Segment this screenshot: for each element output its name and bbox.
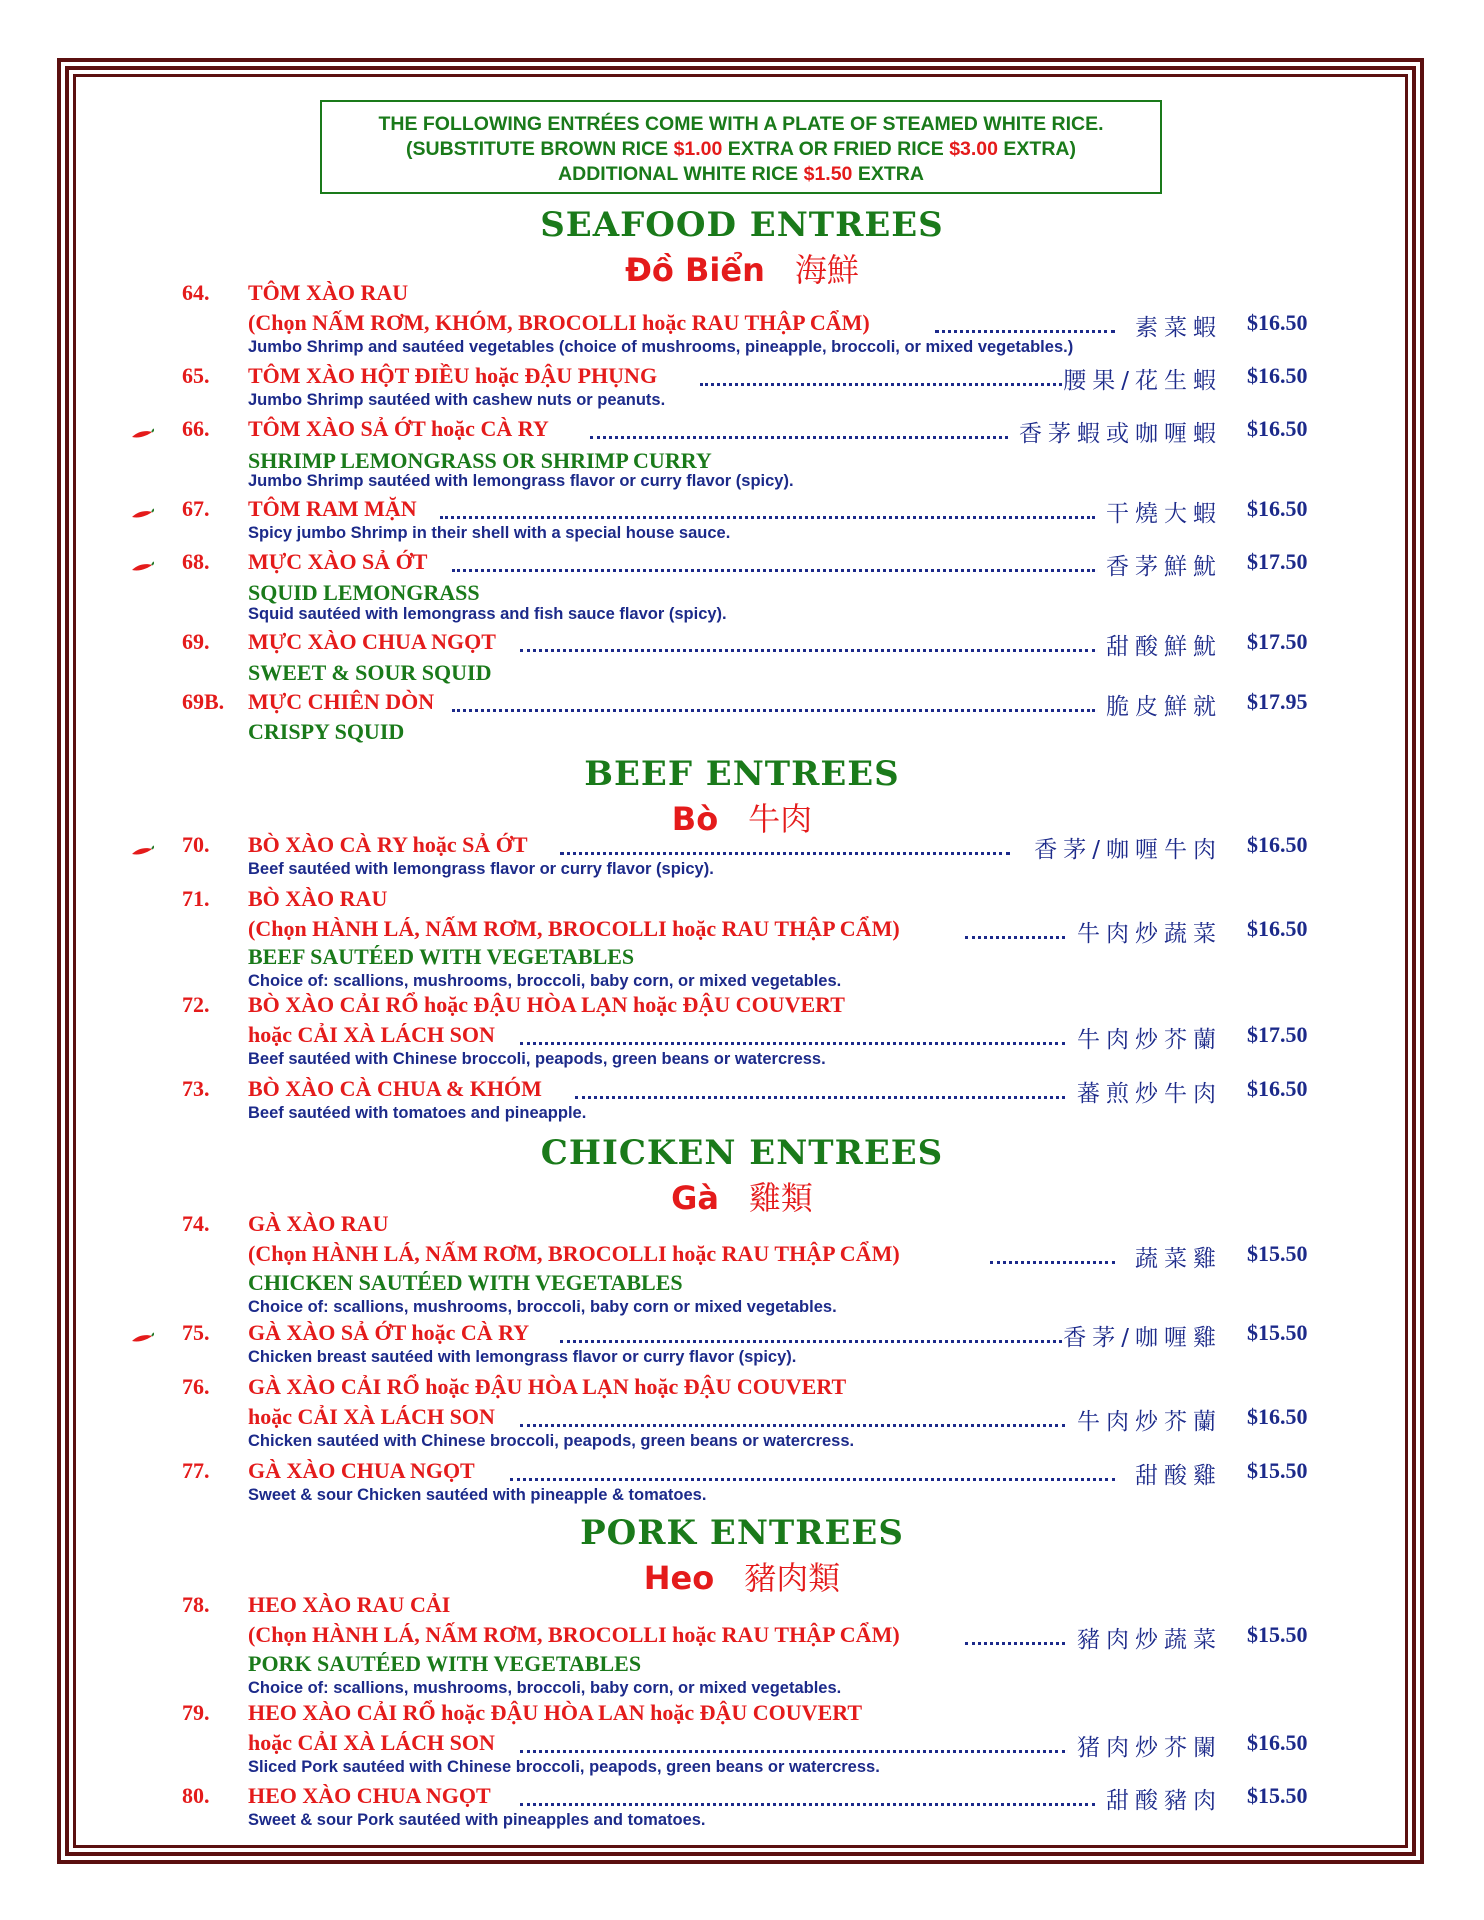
- item-chinese-name: 干燒大蝦: [1106, 501, 1222, 527]
- item-viet-name: HEO XÀO CẢI RỔ hoặc ĐẬU HÒA LAN hoặc ĐẬU COUVERT: [248, 1700, 863, 1725]
- item-chinese-name: 香茅/咖喱雞: [1063, 1325, 1222, 1351]
- pork-title: PORK ENTREES: [580, 1513, 904, 1553]
- spicy-pepper-icon: [130, 1331, 154, 1345]
- item-viet-name: TÔM XÀO RAU: [248, 280, 409, 305]
- dot-leader: [520, 1746, 1065, 1753]
- beef-subtitle: [0, 794, 1484, 840]
- item-description: Choice of: scallions, mushrooms, broccoli, baby corn, or mixed vegetables.: [248, 972, 842, 990]
- pork-viet: Heo: [643, 1559, 715, 1597]
- seafood-title: SEAFOOD ENTREES: [540, 205, 944, 245]
- item-price: $15.50: [1247, 1241, 1308, 1266]
- item-price: $17.95: [1247, 689, 1308, 714]
- item-chinese-name: 蕃煎炒牛肉: [1077, 1081, 1222, 1107]
- item-description: Chicken breast sautéed with lemongrass flavor or curry flavor (spicy).: [248, 1348, 797, 1366]
- item-price: $16.50: [1247, 496, 1308, 521]
- seafood-viet: Đồ Biển: [625, 251, 765, 289]
- item-description: Beef sautéed with Chinese broccoli, peapods, green beans or watercress.: [248, 1050, 826, 1068]
- item-viet-options: hoặc CẢI XÀ LÁCH SON: [248, 1404, 495, 1429]
- dot-leader: [700, 379, 1062, 386]
- dot-leader: [560, 848, 1010, 855]
- notice-text: (SUBSTITUTE BROWN RICE: [406, 138, 674, 160]
- item-price: $16.50: [1247, 916, 1308, 941]
- item-viet-options: (Chọn HÀNH LÁ, NẤM RƠM, BROCOLLI hoặc RAU THẬP CẨM): [248, 1622, 900, 1647]
- item-chinese-name: 蔬菜雞: [1135, 1246, 1222, 1272]
- item-price: $16.50: [1247, 832, 1308, 857]
- item-price: $16.50: [1247, 1076, 1308, 1101]
- item-price: $15.50: [1247, 1783, 1308, 1808]
- item-english-name: CRISPY SQUID: [248, 719, 405, 744]
- dot-leader: [935, 326, 1115, 333]
- item-price: $17.50: [1247, 549, 1308, 574]
- item-price: $16.50: [1247, 1730, 1308, 1755]
- item-number: 80.: [182, 1783, 210, 1808]
- item-chinese-name: 甜酸豬肉: [1106, 1788, 1222, 1814]
- item-viet-name: MỰC XÀO CHUA NGỌT: [248, 629, 496, 654]
- rice-notice: [320, 100, 1162, 194]
- item-chinese-name: 猪肉炒芥闌: [1077, 1735, 1222, 1761]
- item-chinese-name: 腰果/花生蝦: [1063, 368, 1222, 394]
- item-description: Choice of: scallions, mushrooms, broccoli, baby corn or mixed vegetables.: [248, 1298, 837, 1316]
- dot-leader: [965, 1638, 1065, 1645]
- item-number: 72.: [182, 992, 210, 1017]
- item-number: 73.: [182, 1076, 210, 1101]
- item-number: 79.: [182, 1700, 210, 1725]
- notice-price: $1.50: [803, 163, 853, 185]
- item-number: 68.: [182, 549, 210, 574]
- chicken-title: CHICKEN ENTREES: [540, 1133, 944, 1173]
- item-english-name: SWEET & SOUR SQUID: [248, 660, 492, 685]
- item-price: $16.50: [1247, 310, 1308, 335]
- item-number: 64.: [182, 280, 210, 305]
- item-viet-options: hoặc CẢI XÀ LÁCH SON: [248, 1022, 495, 1047]
- item-description: Spicy jumbo Shrimp in their shell with a special house sauce.: [248, 524, 731, 542]
- item-number: 67.: [182, 496, 210, 521]
- item-description: Chicken sautéed with Chinese broccoli, peapods, green beans or watercress.: [248, 1432, 855, 1450]
- beef-viet: Bò: [671, 800, 719, 838]
- item-viet-name: GÀ XÀO RAU: [248, 1211, 389, 1236]
- item-description: Beef sautéed with lemongrass flavor or curry flavor (spicy).: [248, 860, 714, 878]
- spicy-pepper-icon: [130, 844, 154, 858]
- notice-price: $3.00: [949, 138, 998, 160]
- item-number: 76.: [182, 1374, 210, 1399]
- item-viet-name: BÒ XÀO CẢI RỔ hoặc ĐẬU HÒA LẠN hoặc ĐẬU COUVERT: [248, 992, 845, 1017]
- spicy-pepper-icon: [130, 427, 154, 441]
- item-price: $15.50: [1247, 1622, 1308, 1647]
- item-chinese-name: 香茅蝦或咖喱蝦: [1019, 421, 1222, 447]
- item-chinese-name: 牛肉炒蔬菜: [1077, 921, 1222, 947]
- dot-leader: [590, 432, 1008, 439]
- item-price: $15.50: [1247, 1320, 1308, 1345]
- notice-text: EXTRA): [998, 138, 1076, 160]
- item-viet-name: TÔM XÀO SẢ ỚT hoặc CÀ RY: [248, 416, 549, 441]
- item-price: $17.50: [1247, 1022, 1308, 1047]
- item-description: Sweet & sour Chicken sautéed with pineapple & tomatoes.: [248, 1486, 707, 1504]
- item-viet-name: BÒ XÀO CÀ RY hoặc SẢ ỚT: [248, 832, 528, 857]
- item-number: 78.: [182, 1592, 210, 1617]
- item-number: 66.: [182, 416, 210, 441]
- seafood-subtitle: [0, 245, 1484, 291]
- item-chinese-name: 甜酸雞: [1135, 1463, 1222, 1489]
- item-description: Choice of: scallions, mushrooms, broccoli, baby corn, or mixed vegetables.: [248, 1679, 842, 1697]
- item-number: 71.: [182, 886, 210, 911]
- item-viet-options: (Chọn NẤM RƠM, KHÓM, BROCOLLI hoặc RAU THẬP CẨM): [248, 310, 870, 335]
- item-english-name: PORK SAUTÉED WITH VEGETABLES: [248, 1651, 642, 1676]
- chicken-subtitle: [0, 1173, 1484, 1219]
- item-description: Sweet & sour Pork sautéed with pineapples and tomatoes.: [248, 1811, 706, 1829]
- dot-leader: [440, 512, 1095, 519]
- dot-leader: [965, 932, 1065, 939]
- item-chinese-name: 素菜蝦: [1135, 315, 1222, 341]
- beef-title: BEEF ENTREES: [584, 754, 900, 794]
- item-price: $16.50: [1247, 1404, 1308, 1429]
- item-chinese-name: 牛肉炒芥蘭: [1077, 1409, 1222, 1435]
- item-price: $17.50: [1247, 629, 1308, 654]
- item-number: 77.: [182, 1458, 210, 1483]
- item-viet-name: HEO XÀO CHUA NGỌT: [248, 1783, 491, 1808]
- item-description: Sliced Pork sautéed with Chinese broccoli, peapods, green beans or watercress.: [248, 1758, 880, 1776]
- item-viet-name: MỰC CHIÊN DÒN: [248, 689, 435, 714]
- dot-leader: [520, 1420, 1065, 1427]
- beef-chinese: 牛肉: [748, 800, 813, 838]
- notice-price: $1.00: [673, 138, 723, 160]
- item-viet-options: hoặc CẢI XÀ LÁCH SON: [248, 1730, 495, 1755]
- notice-line-2: [322, 137, 1160, 162]
- dot-leader: [520, 1038, 1065, 1045]
- item-english-name: BEEF SAUTÉED WITH VEGETABLES: [248, 944, 635, 969]
- spicy-pepper-icon: [130, 507, 154, 521]
- item-english-name: CHICKEN SAUTÉED WITH VEGETABLES: [248, 1270, 683, 1295]
- dot-leader: [452, 705, 1095, 712]
- dot-leader: [575, 1092, 1065, 1099]
- item-description: Squid sautéed with lemongrass and fish sauce flavor (spicy).: [248, 605, 727, 623]
- dot-leader: [452, 565, 1095, 572]
- pork-chinese: 豬肉類: [744, 1559, 841, 1597]
- item-chinese-name: 脆皮鮮就: [1106, 694, 1222, 720]
- dot-leader: [520, 1799, 1095, 1806]
- item-english-name: SHRIMP LEMONGRASS OR SHRIMP CURRY: [248, 448, 712, 473]
- item-number: 70.: [182, 832, 210, 857]
- item-description: Jumbo Shrimp sautéed with cashew nuts or peanuts.: [248, 391, 666, 409]
- item-number: 75.: [182, 1320, 210, 1345]
- item-price: $15.50: [1247, 1458, 1308, 1483]
- notice-line-1: THE FOLLOWING ENTRÉES COME WITH A PLATE OF STEAMED WHITE RICE.: [378, 113, 1104, 135]
- item-english-name: SQUID LEMONGRASS: [248, 580, 480, 605]
- dot-leader: [520, 645, 1095, 652]
- item-number: 74.: [182, 1211, 210, 1236]
- item-viet-name: TÔM RAM MẶN: [248, 496, 417, 521]
- item-viet-name: TÔM XÀO HỘT ĐIỀU hoặc ĐẬU PHỤNG: [248, 363, 658, 388]
- item-chinese-name: 豬肉炒蔬菜: [1077, 1627, 1222, 1653]
- item-viet-name: BÒ XÀO CÀ CHUA & KHÓM: [248, 1076, 542, 1101]
- dot-leader: [510, 1474, 1115, 1481]
- dot-leader: [990, 1257, 1115, 1264]
- item-chinese-name: 香茅鮮魷: [1106, 554, 1222, 580]
- item-viet-name: GÀ XÀO CẢI RỔ hoặc ĐẬU HÒA LẠN hoặc ĐẬU COUVERT: [248, 1374, 847, 1399]
- notice-text: EXTRA: [852, 163, 924, 185]
- item-viet-name: BÒ XÀO RAU: [248, 886, 388, 911]
- item-number: 69B.: [182, 689, 225, 714]
- notice-text: EXTRA OR FRIED RICE: [722, 138, 950, 160]
- chicken-viet: Gà: [671, 1179, 719, 1217]
- chicken-chinese: 雞類: [748, 1179, 813, 1217]
- item-description: Jumbo Shrimp and sautéed vegetables (choice of mushrooms, pineapple, broccoli, or mixed vegetables.): [248, 338, 1074, 356]
- item-chinese-name: 牛肉炒芥蘭: [1077, 1027, 1222, 1053]
- item-viet-name: MỰC XÀO SẢ ỚT: [248, 549, 428, 574]
- item-viet-name: HEO XÀO RAU CẢI: [248, 1592, 451, 1617]
- item-viet-options: (Chọn HÀNH LÁ, NẤM RƠM, BROCOLLI hoặc RAU THẬP CẨM): [248, 916, 900, 941]
- spicy-pepper-icon: [130, 560, 154, 574]
- item-number: 69.: [182, 629, 210, 654]
- item-description: Beef sautéed with tomatoes and pineapple.: [248, 1104, 587, 1122]
- item-viet-name: GÀ XÀO SẢ ỚT hoặc CÀ RY: [248, 1320, 530, 1345]
- seafood-chinese: 海鮮: [794, 251, 859, 289]
- dot-leader: [560, 1336, 1062, 1343]
- item-viet-options: (Chọn HÀNH LÁ, NẤM RƠM, BROCOLLI hoặc RAU THẬP CẨM): [248, 1241, 900, 1266]
- item-number: 65.: [182, 363, 210, 388]
- item-description: Jumbo Shrimp sautéed with lemongrass flavor or curry flavor (spicy).: [248, 472, 794, 490]
- item-viet-name: GÀ XÀO CHUA NGỌT: [248, 1458, 475, 1483]
- notice-text: ADDITIONAL WHITE RICE: [558, 163, 804, 185]
- item-chinese-name: 香茅/咖喱牛肉: [1034, 837, 1222, 863]
- item-chinese-name: 甜酸鮮魷: [1106, 634, 1222, 660]
- item-price: $16.50: [1247, 416, 1308, 441]
- item-price: $16.50: [1247, 363, 1308, 388]
- pork-subtitle: [0, 1553, 1484, 1599]
- notice-line-3: [322, 162, 1160, 187]
